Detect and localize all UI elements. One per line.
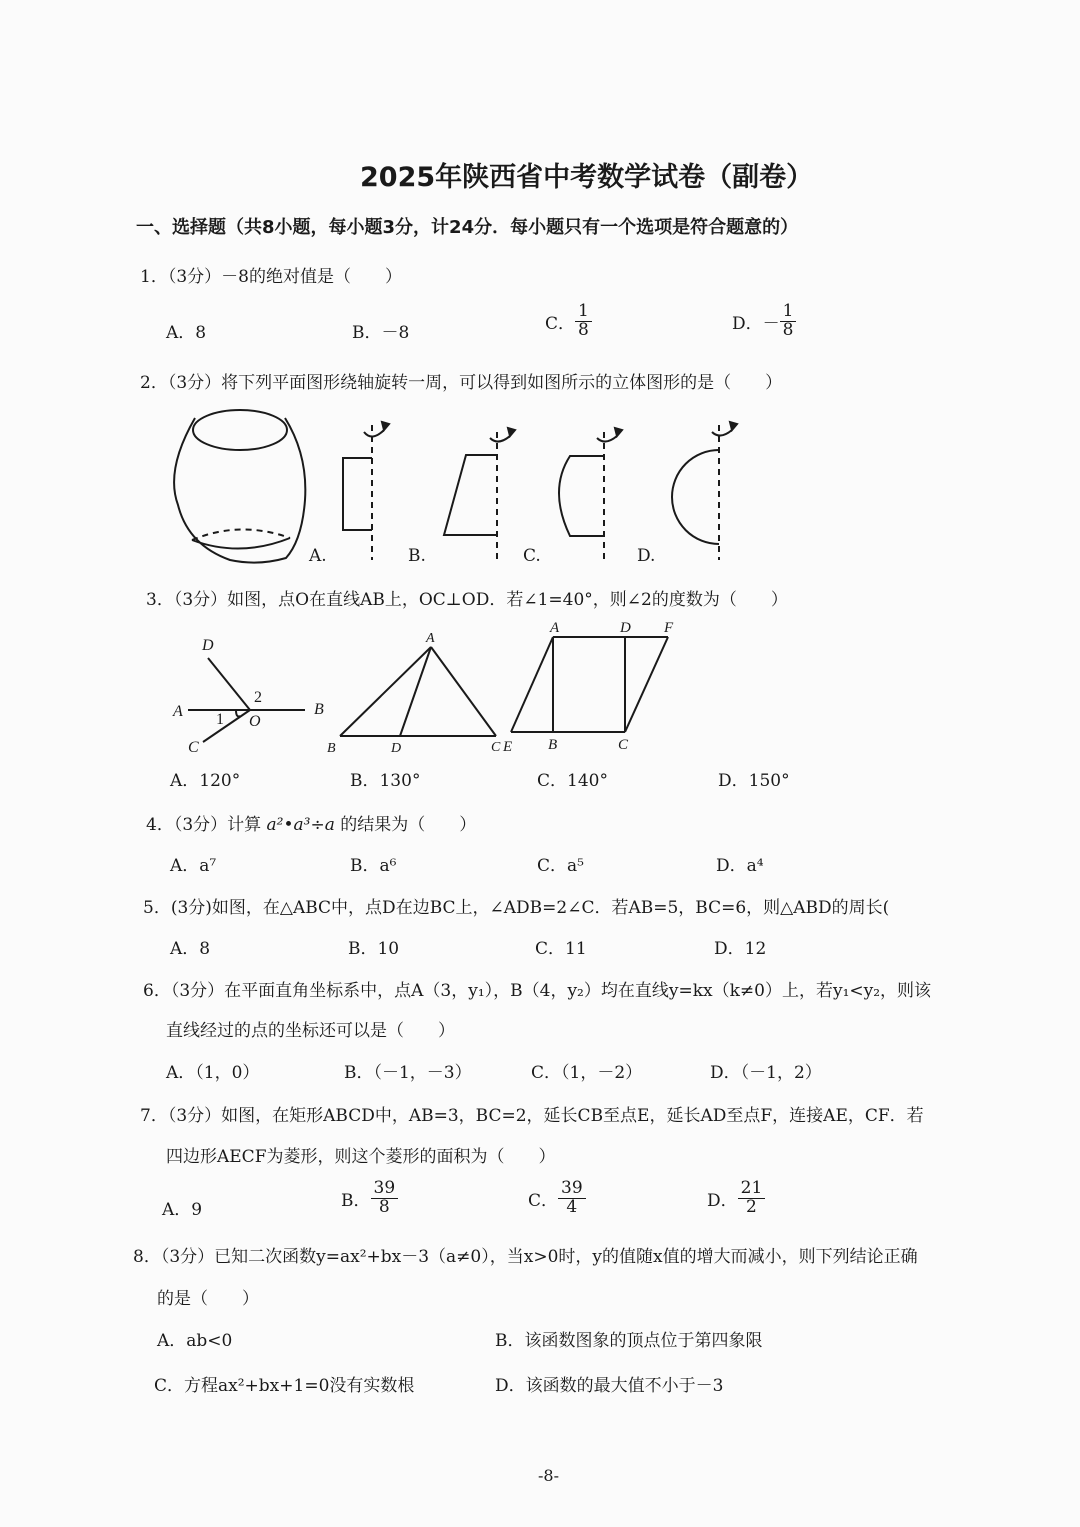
q4-option-b[interactable]: B．a⁶ [350,856,397,876]
q3-option-d[interactable]: D．150° [718,771,790,791]
q1-option-a[interactable]: A．8 [166,323,207,343]
q3-angle-figure [188,658,305,742]
question-8-stem-line2: 的是（ ） [157,1289,259,1309]
q8-option-d[interactable]: D．该函数的最大值不小于－3 [495,1376,724,1396]
q3-option-b[interactable]: B．130° [350,771,421,791]
question-6-stem-line1: 6．（3分）在平面直角坐标系中，点A（3，y₁），B（4，y₂）均在直线y=kx（k≠0）上，若y₁<y₂，则该 [143,981,932,1001]
question-4-stem: 4．（3分）计算 a²•a³÷a 的结果为（ ） [146,815,477,835]
page-title: 2025年陕西省中考数学试卷（副卷） [360,162,814,193]
q3-fig2-label-d: D [391,741,402,756]
question-7-stem-line1: 7．（3分）如图，在矩形ABCD中，AB=3，BC=2，延长CB至点E，延长AD至点F，连接AE，CF．若 [140,1106,924,1126]
q2-option-b[interactable]: B. [408,546,426,566]
q5-option-a[interactable]: A．8 [170,939,211,959]
q3-fig1-label-b: B [314,701,324,718]
question-1-stem: 1．（3分）－8的绝对值是（ ） [140,267,402,287]
q2-option-d[interactable]: D. [637,546,656,566]
q2-option-a[interactable]: A. [309,546,327,566]
q3-option-c[interactable]: C．140° [537,771,608,791]
question-7-stem-line2: 四边形AECF为菱形，则这个菱形的面积为（ ） [166,1147,556,1167]
q3-fig3-label-b: B [548,737,558,753]
q7-option-b[interactable]: B． $\frac{39}{8}$ [341,1180,398,1217]
q4-option-d[interactable]: D．a⁴ [716,856,764,876]
q7-option-c[interactable]: C． $\frac{39}{4}$ [528,1180,586,1217]
q7-rhombus-figure [511,637,668,732]
q3-fig2-label-a: A [426,631,435,646]
q5-triangle-figure [340,647,496,736]
q3-fig3-label-d: D [620,620,631,636]
q3-option-a[interactable]: A．120° [170,771,241,791]
question-8-stem-line1: 8．（3分）已知二次函数y=ax²+bx－3（a≠0），当x>0时，y的值随x值的增大而减小，则下列结论正确 [133,1247,918,1267]
q5-option-d[interactable]: D．12 [714,939,767,959]
q8-option-a[interactable]: A．ab<0 [157,1331,233,1351]
q8-option-b[interactable]: B．该函数图象的顶点位于第四象限 [495,1331,763,1351]
q1-option-b[interactable]: B．－8 [352,323,410,343]
q6-option-d[interactable]: D．（－1，2） [710,1063,822,1083]
q7-option-a[interactable]: A．9 [162,1200,203,1220]
q7-option-d[interactable]: D． $\frac{21}{2}$ [707,1180,765,1217]
question-6-stem-line2: 直线经过的点的坐标还可以是（ ） [166,1021,455,1041]
q3-fig1-label-2: 2 [254,689,262,706]
q3-fig3-label-f: F [664,620,674,636]
q3-fig1-label-o: O [249,713,261,730]
q6-option-b[interactable]: B．（－1，－3） [344,1063,472,1083]
question-2-stem: 2．（3分）将下列平面图形绕轴旋转一周，可以得到如图所示的立体图形的是（ ） [140,373,783,393]
q8-option-c[interactable]: C．方程ax²+bx+1=0没有实数根 [154,1376,415,1396]
q1-option-c[interactable]: C． $\frac{1}{8}$ [545,303,592,340]
q4-option-a[interactable]: A．a⁷ [170,856,217,876]
q3-fig2-label-c: C [491,740,501,755]
q1-option-d[interactable]: D．－ $\frac{1}{8}$ [732,303,796,340]
q3-fig1-label-1: 1 [216,711,224,728]
q5-option-c[interactable]: C．11 [535,939,587,959]
q2-option-c[interactable]: C. [523,546,541,566]
q6-option-a[interactable]: A．（1，0） [166,1063,260,1083]
question-5-stem: 5．(3分)如图，在△ABC中，点D在边BC上，∠ADB=2∠C．若AB=5，BC=6，则△ABD的周长( [143,898,890,918]
question-3-stem: 3．（3分）如图，点O在直线AB上，OC⊥OD．若∠1=40°，则∠2的度数为（ ） [146,590,788,610]
q4-option-c[interactable]: C．a⁵ [537,856,584,876]
q3-fig1-label-c: C [188,739,199,756]
page-number: -8- [538,1466,559,1485]
section-heading: 一、选择题（共8小题，每小题3分，计24分．每小题只有一个选项是符合题意的） [136,217,799,238]
q3-fig1-label-a: A [173,703,183,720]
q3-fig3-label-c: C [618,737,629,753]
q3-fig1-label-d: D [202,637,214,654]
q3-fig3-label-e: E [503,739,513,755]
q6-option-c[interactable]: C．（1，－2） [531,1063,643,1083]
q5-option-b[interactable]: B．10 [348,939,400,959]
q3-fig2-label-b: B [327,741,336,756]
q3-fig3-label-a: A [550,620,560,636]
